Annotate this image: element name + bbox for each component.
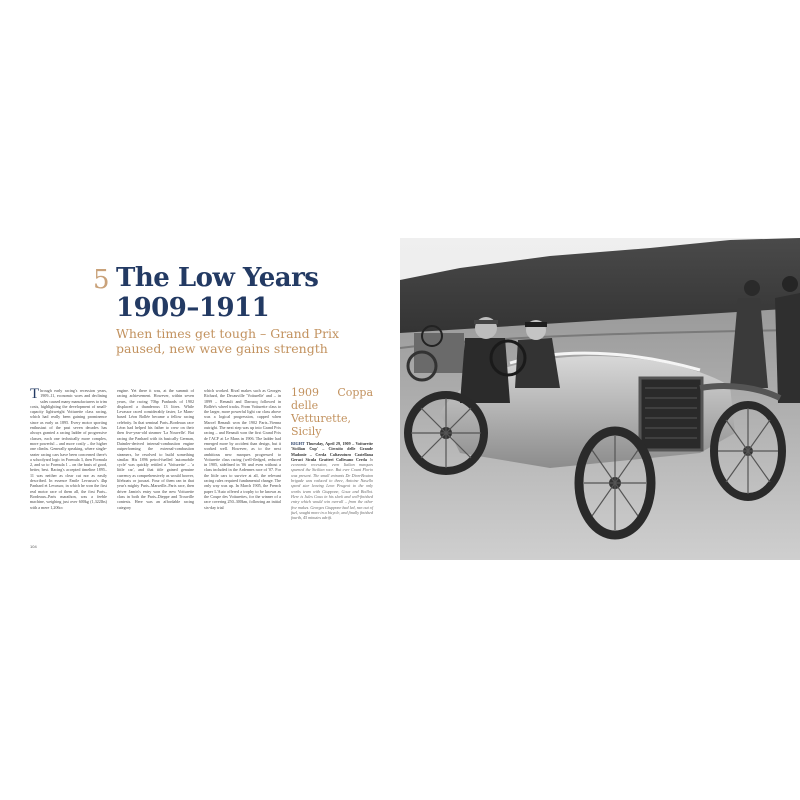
- caption-text: In economic recession, even Italian marques spurned the Sicilian race. But ever Count Florio was present. The small entrants De Dion-Bouton brigade was reduced to three, Antoine Nasello speed star leaving Leon Peugeot to the only works team with Giuppone, Goux and Boillot. Here is Jules Goux in his sleek and well-finished entry which would win overall – from the other five makes. Georges Giuppone had led, ran out of fuel, sought more in a bicycle, and finally finished fourth, 45 minutes adrift.: [291, 456, 374, 521]
- body-text-1: hrough early racing's recession years, 1909–11, economic woes and declining sales caused many manufacturers to trim costs, highlighting the development of small-capacity lightweight Voiturette class racing, which had really been gaining prominence since as early as 1895. Every motor sporting enthusiast of the past seven decades has always granted a racing ladder of progressive classes, each one technically more complex, more powerful – and more costly – the higher one climbs. Generally speaking, where single-seater racing cars have been concerned there's a schoolyard logic in Formula 3, then Formula 2, and so to Formula 1 – on the basis of good, better, best. Racing's accepted timeline 1895–11 was neither as clear cut nor as easily described. In essence Emile Levassor's 4hp Panhard et Levassor, in which he won the first real motor race of them all, the first Paris–Bordeaux–Paris marathon, was a feeble machine, weighing just over 600kg (1,322lbs) with a mere 1,206cc: [30, 388, 107, 510]
- chapter-title: The Low Years 1909–1911: [116, 263, 319, 323]
- rear-wheel: [408, 395, 484, 471]
- sidebar-column: [291, 386, 373, 520]
- body-column-3: [204, 388, 281, 510]
- chapter-subtitle: When times get tough – Grand Prix paused, new wave gains strength: [116, 326, 340, 356]
- body-text-3: which worked. Rival makes such as Georges Richard, the Decauville 'Voiturelle' and – in 1899 – Renault and Darracq followed in Bollée's wheel tracks. From Voiturette class to the larger, more powerful light car class above was a logical progression, capped when Marcel Renault won the 1902 Paris–Vienna outright. The next step was up into Grand Prix racing – and Renault won the first Grand Prix de l'ACF at Le Mans in 1906. The ladder had emerged more by accident than design, but it worked well. However, as to the next ambitious new marques progressed to Voiturette class racing (well-fledged, reduced in 1905, sidelined in '06 and even without a class included in the Ardennes race of '07. For the little cars to survive at all, the relevant racing rules required fundamental change. The only way was up. In March 1905, the French paper L'Auto offered a trophy to be known as the Coupe des Voiturettes, for the winner of a race covering 250–300km, following an initial six-day trial: [204, 388, 281, 510]
- caption-heading: Thursday, April 29, 1909 – Voiturette 'Sicilian Cup' – Circuito delle Grande Madonie – Cerda Caltavuturo Castellana Geraci Sicula Gratteri Collesano Cerda: [291, 441, 373, 462]
- right-page: [400, 238, 800, 560]
- caption-label: RIGHT: [291, 441, 305, 446]
- page-number: 104: [30, 544, 37, 549]
- left-page: [0, 238, 400, 560]
- body-text-2: engine. Yet there it was, at the summit of racing achievement. However, within seven years, the racing 70hp Panhards of 1902 displaced a thunderous 13 litres. While Levassor raced considerably faster, Le Mans-based Léon Bollée became a fellow racing celebrity. In that seminal Paris–Bordeaux race Léon had helped his father to crew on their then five-year-old steamer 'La Nouvelle'. But racing the Panhard with its basically German, Daimler-derived internal-combustion engine outperforming the external-combustion steamers, he resolved to build something similar. His 1896 petrol-fuelled 'automobile cycle' was quickly retitled a 'Voiturette' – 'a little car', and that title gained genuine currency as comprehensively as would hoover, lifeboats or jacuzzi. Four of them ran in that year's mighty Paris–Marseille–Paris race, then driver Jamin's entry won the new Voiturette class in both the Paris–Dieppe and Trouville contests. Here was an affordable racing category: [117, 388, 194, 510]
- front-wheel-left: [579, 431, 651, 535]
- body-column-1: [30, 388, 107, 510]
- drop-cap: T: [30, 386, 40, 402]
- book-spread: [0, 238, 800, 560]
- sidebar-title: 1909 Coppa delle Vetturette, Sicily: [291, 386, 373, 438]
- race-car-photo: [400, 238, 800, 560]
- body-column-2: [117, 388, 194, 510]
- photo-caption: [291, 441, 373, 520]
- background-car: [408, 326, 464, 380]
- radiator: [640, 378, 702, 450]
- front-wheel-right: [714, 405, 782, 497]
- chapter-number: 5: [93, 265, 110, 295]
